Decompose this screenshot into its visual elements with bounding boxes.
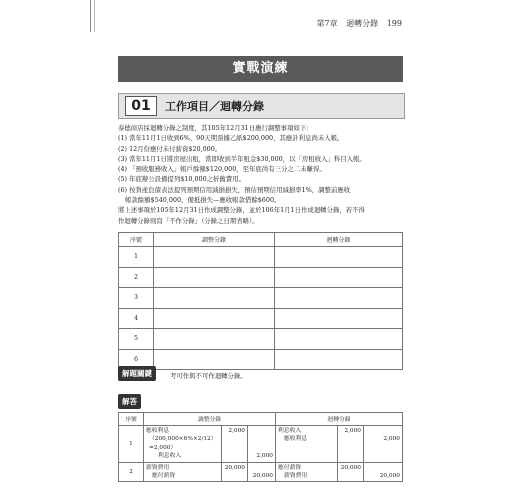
answer-table	[118, 412, 403, 482]
problem-closing: 作迴轉分錄則寫「不作分錄」（分錄之日期省略）。	[118, 216, 259, 225]
account-line: 應收利息	[146, 428, 170, 434]
adjusting-credit	[248, 462, 276, 482]
answer-cell-reversing[interactable]	[275, 329, 403, 350]
col-header-seq: 序號	[119, 413, 144, 426]
reversing-accounts	[276, 462, 338, 482]
chapter-title: 迴轉分錄	[346, 19, 379, 28]
adjusting-debit	[222, 462, 248, 482]
problem-item: (1) 當年11月1日收到6%、90天期票據乙紙$200,000，其應計利息尚未入帳。	[118, 134, 344, 143]
row-seq: 1	[119, 247, 154, 268]
answer-cell-adjusting[interactable]	[154, 288, 275, 309]
answer-cell-reversing[interactable]	[275, 247, 403, 268]
page-number: 199	[386, 19, 402, 28]
row-seq: 2	[119, 462, 144, 482]
answer-cell-adjusting[interactable]	[154, 308, 275, 329]
row-seq: 4	[119, 308, 154, 329]
debit-amount: 20,000	[224, 464, 245, 471]
section-number: 01	[125, 96, 157, 116]
credit-amount: 20,000	[252, 473, 273, 480]
answer-cell-adjusting[interactable]	[154, 267, 275, 288]
account-line: 薪資費用	[146, 464, 170, 471]
answer-cell-reversing[interactable]	[275, 288, 403, 309]
table-row	[119, 462, 403, 482]
row-seq: 5	[119, 329, 154, 350]
row-seq: 2	[119, 267, 154, 288]
hint-text: 考可作與不可作迴轉分錄。	[170, 372, 247, 380]
col-header-reversing: 迴轉分錄	[275, 233, 403, 247]
debit-amount: 2,000	[228, 428, 245, 434]
reversing-debit	[338, 462, 364, 482]
row-seq: 3	[119, 288, 154, 309]
margin-rule-secondary	[94, 0, 95, 32]
problem-item-continuation: 帳款餘額$540,000、備抵損失—應收帳款借餘$600。	[125, 196, 281, 205]
col-header-seq: 序號	[119, 233, 154, 247]
problem-item: (4) 「預收服務收入」帳戶餘額$120,000，至年底尚有三分之二未賺得。	[118, 165, 326, 174]
answer-cell-adjusting[interactable]	[154, 349, 275, 370]
account-line: （200,000×6%×2/12）	[149, 436, 217, 443]
problem-item: (3) 當年11月1日將房屋出租，當即收到半年租金$30,000，以「房租收入」科目入帳。	[118, 154, 366, 163]
hint-tag: 解題關鍵	[118, 366, 156, 381]
account-line: 薪資費用	[284, 473, 308, 480]
answer-cell-adjusting[interactable]	[154, 329, 275, 350]
table-row	[119, 308, 403, 329]
table-row	[119, 329, 403, 350]
section-title: 工作項目／迴轉分錄	[165, 100, 264, 113]
credit-amount: 20,000	[379, 473, 400, 480]
account-line: 利息收入	[278, 428, 302, 434]
credit-amount: 2,000	[256, 453, 273, 460]
table-row	[119, 247, 403, 268]
reversing-credit	[364, 462, 403, 482]
problem-closing: 將上述事項於105年12月31日作成調整分錄，並於106年1月1日作成迴轉分錄，若不得	[118, 206, 365, 215]
question-table	[118, 232, 403, 370]
adjusting-debit	[222, 426, 248, 463]
account-line: 利息收入	[158, 453, 182, 460]
table-row	[119, 288, 403, 309]
account-line: 應付薪資	[278, 464, 302, 471]
col-header-adjusting: 調整分錄	[144, 413, 276, 426]
adjusting-accounts	[144, 462, 222, 482]
adjusting-credit	[248, 426, 276, 463]
answer-cell-reversing[interactable]	[275, 267, 403, 288]
debit-amount: 2,000	[344, 428, 361, 434]
answer-cell-reversing[interactable]	[275, 308, 403, 329]
problem-item: (6) 按貨產負債表法提列預期信用減損損失，預估預期信用減損率1%，調整前應收	[118, 185, 351, 194]
section-heading	[118, 93, 405, 119]
table-row	[119, 349, 403, 370]
reversing-accounts	[276, 426, 338, 463]
account-line: 應收利息	[284, 436, 308, 443]
problem-item: (2) 12月份應付未付薪資$20,000。	[118, 144, 222, 153]
row-seq: 6	[119, 349, 154, 370]
running-header	[311, 18, 402, 29]
reversing-debit	[338, 426, 364, 463]
col-header-reversing: 迴轉分錄	[276, 413, 403, 426]
answer-tag: 解答	[118, 394, 141, 409]
reversing-credit	[364, 426, 403, 463]
problem-item: (5) 年底辦公設備提列$10,000之折舊費用。	[118, 175, 245, 184]
problem-intro: 泰德商店採迴轉分錄之制度，其105年12月31日應行調整事項如下：	[118, 124, 313, 132]
adjusting-accounts	[144, 426, 222, 463]
debit-amount: 20,000	[340, 464, 361, 471]
credit-amount: 2,000	[383, 436, 400, 443]
account-line: 應付薪資	[152, 473, 176, 480]
table-row	[119, 267, 403, 288]
answer-cell-reversing[interactable]	[275, 349, 403, 370]
table-row	[119, 426, 403, 463]
problem-statement	[118, 123, 408, 226]
practice-banner: 實戰演練	[118, 56, 403, 82]
col-header-adjusting: 調整分錄	[154, 233, 275, 247]
account-line: =2,000）	[149, 444, 177, 451]
row-seq: 1	[119, 426, 144, 463]
answer-cell-adjusting[interactable]	[154, 247, 275, 268]
margin-rule	[90, 0, 91, 32]
chapter-label: 第7章	[316, 19, 338, 28]
